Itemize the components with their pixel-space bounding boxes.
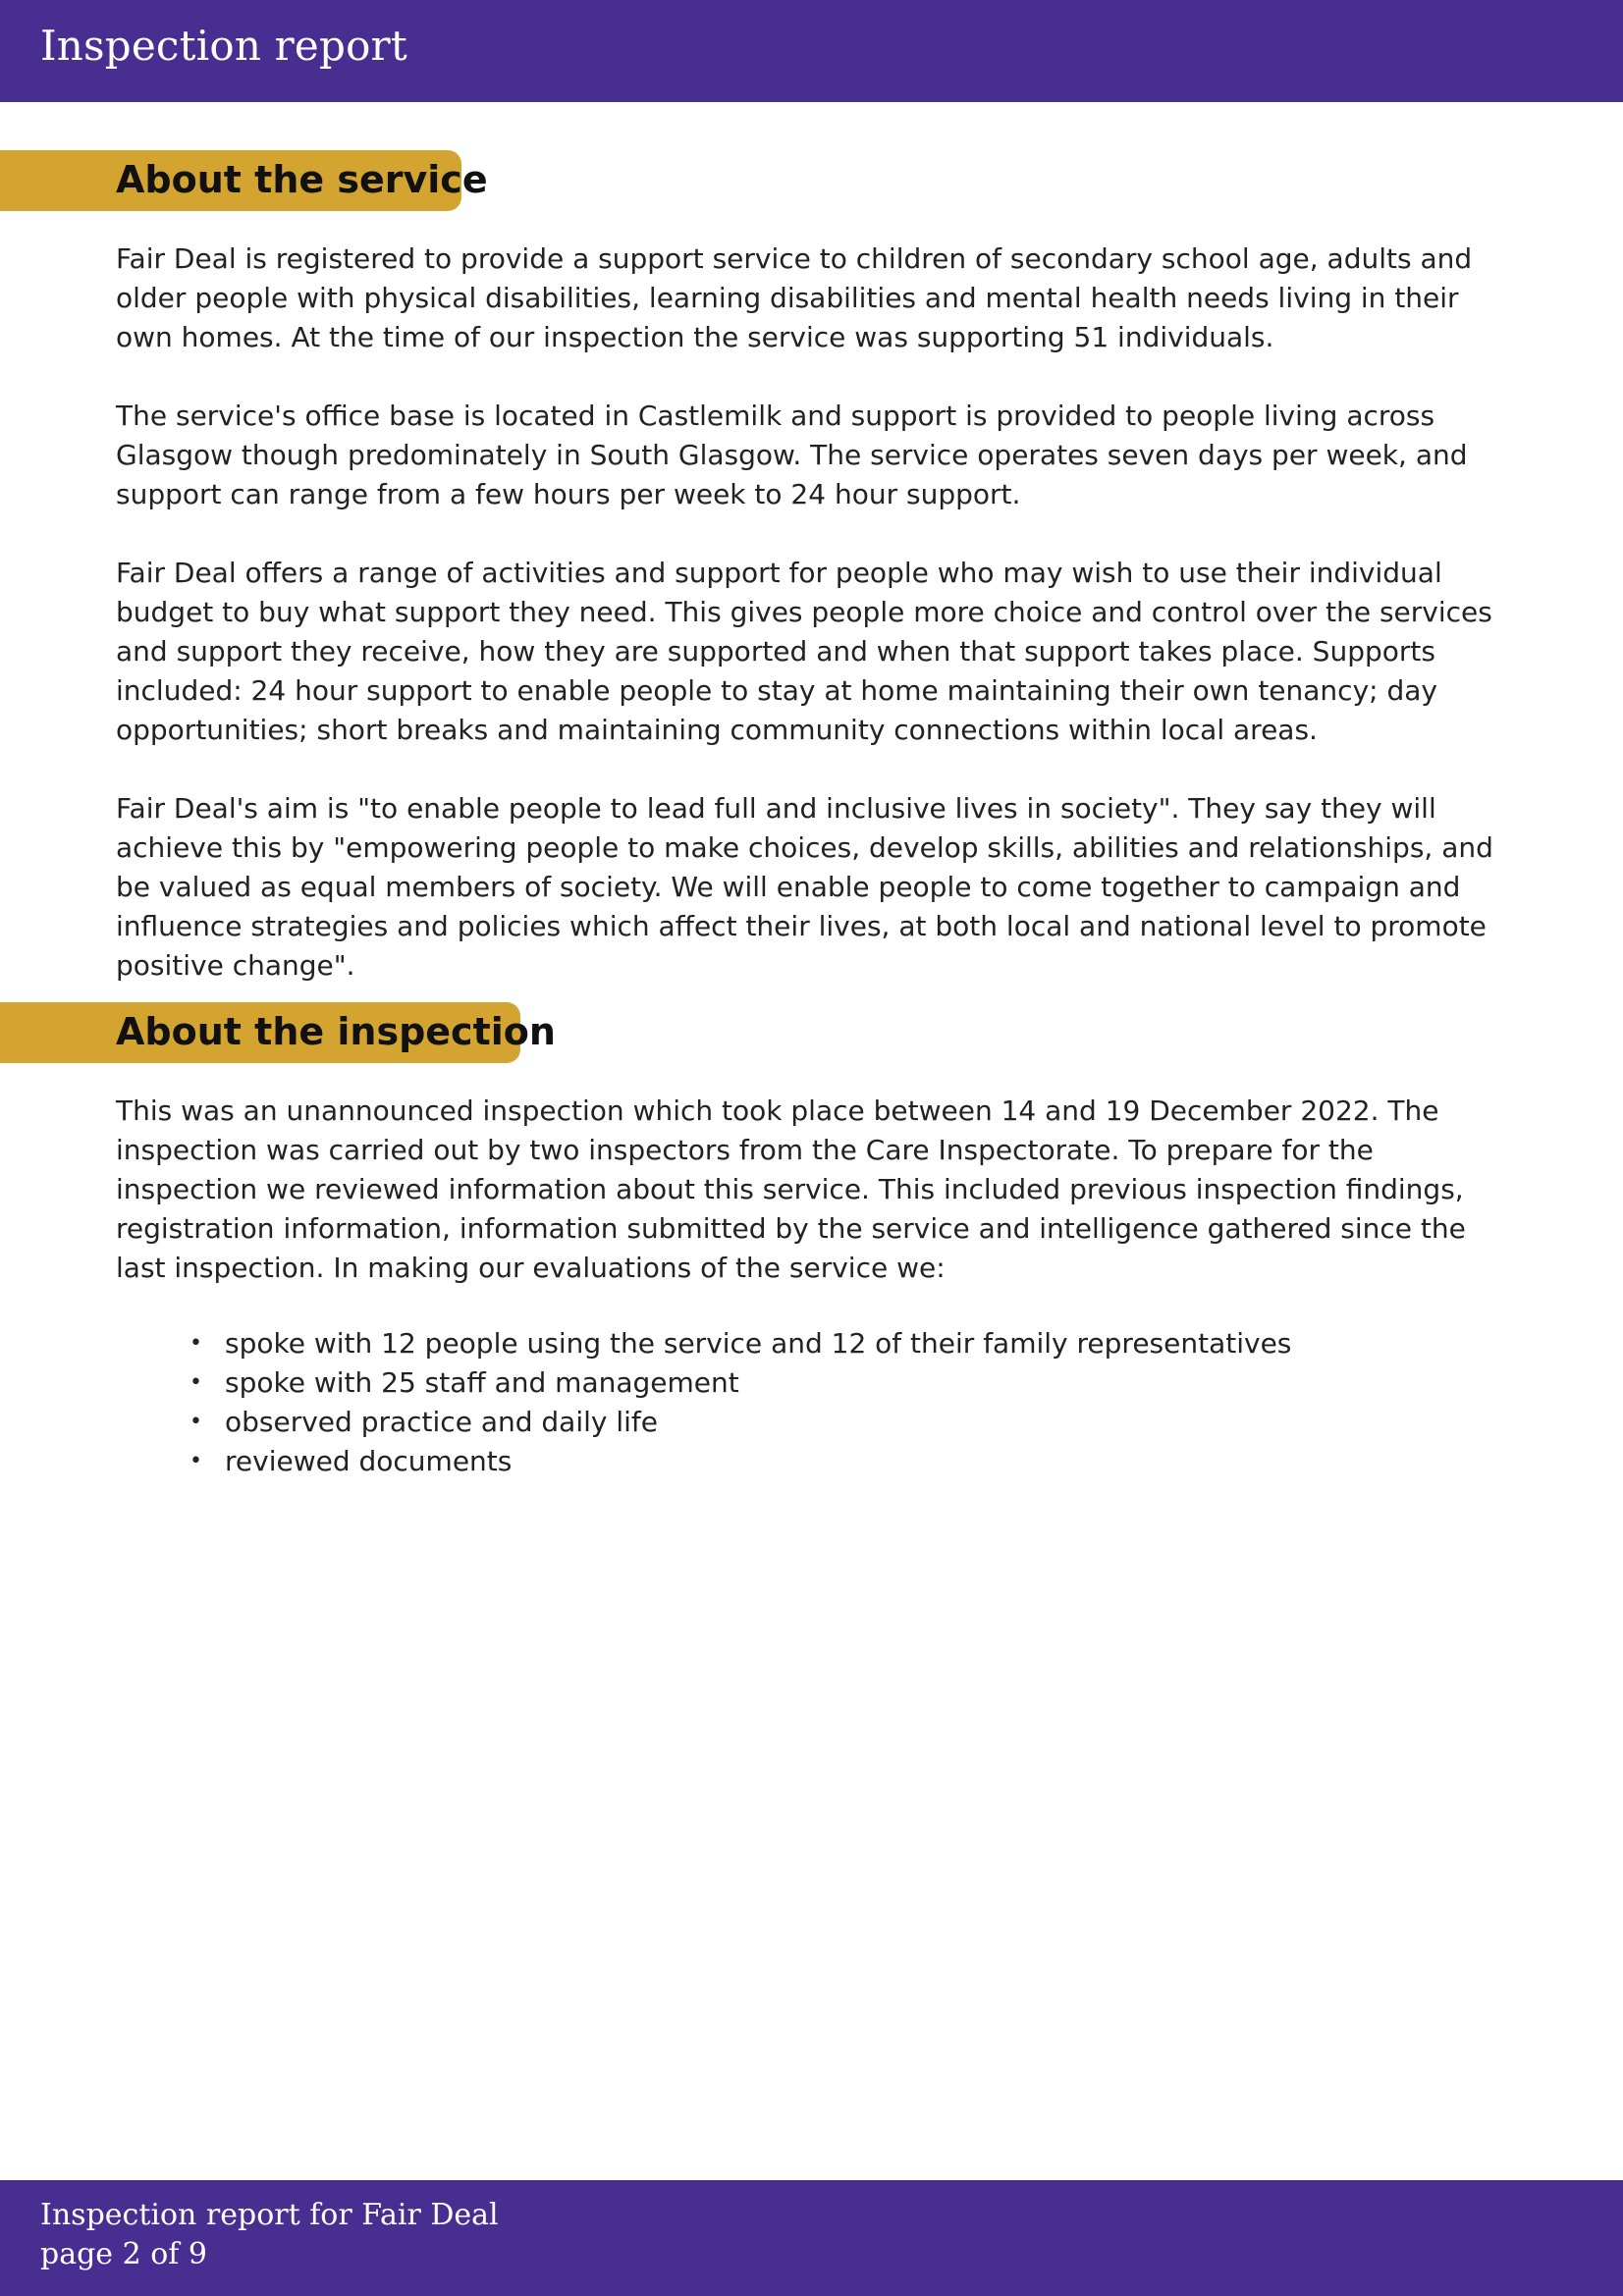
list-item (116, 1442, 1510, 1481)
list-item-text: spoke with 25 staff and management (225, 1366, 739, 1399)
paragraph: Fair Deal's aim is "to enable people to lead full and inclusive lives in society". They say they will achieve this by "empowering people to make choices, develop skills, abilities and relationships, and be valued as equal members of society. We will enable people to come together to campaign and influence strategies and policies which affect their lives, at both local and national level to promote positive change". (116, 792, 1493, 982)
bullet-icon: • (189, 1449, 202, 1473)
paragraph: Fair Deal is registered to provide a support service to children of secondary school age, adults and older people with physical disabilities, learning disabilities and mental health needs living in their own homes. At the time of our inspection the service was supporting 51 individuals. (116, 242, 1473, 353)
footer-report-name: Inspection report for Fair Deal (40, 2198, 499, 2232)
section-heading: About the service (116, 158, 488, 201)
list-item-text: reviewed documents (225, 1445, 513, 1477)
paragraph: This was an unannounced inspection which took place between 14 and 19 December 2022. The inspection was carried out by two inspectors from the Care Inspectorate. To prepare for the inspection we reviewed information about this service. This included previous inspection findings, registration information, information submitted by the service and intelligence gathered since the last inspection. In making our evaluations of the service we: (116, 1095, 1466, 1284)
footer-banner (0, 2180, 1623, 2296)
paragraph: Fair Deal offers a range of activities and support for people who may wish to use their individual budget to buy what support they need. This gives people more choice and control over the services and support they receive, how they are supported and when that support takes place. Supports included: 24 hour support to enable people to stay at home maintaining their own tenancy; day opportunities; short breaks and maintaining community connections within local areas. (116, 557, 1492, 746)
report-title: Inspection report (40, 22, 407, 70)
bullet-icon: • (189, 1370, 202, 1395)
list-item (116, 1324, 1510, 1363)
bullet-icon: • (189, 1331, 202, 1356)
header-banner (0, 0, 1623, 102)
bullet-icon: • (189, 1410, 202, 1434)
footer-page-number: page 2 of 9 (40, 2237, 207, 2271)
section-heading: About the inspection (116, 1010, 556, 1053)
paragraph: The service's office base is located in Castlemilk and support is provided to people living across Glasgow though predominately in South Glasgow. The service operates seven days per week, and support can range from a few hours per week to 24 hour support. (116, 400, 1468, 510)
list-item (116, 1403, 1510, 1442)
section-heading-tab-service (0, 150, 488, 211)
list-item (116, 1363, 1510, 1403)
evaluation-activities-list (116, 1324, 1510, 1481)
section-heading-tab-inspection (0, 1002, 556, 1063)
list-item-text: spoke with 12 people using the service and 12 of their family representatives (225, 1327, 1292, 1360)
list-item-text: observed practice and daily life (225, 1406, 658, 1438)
